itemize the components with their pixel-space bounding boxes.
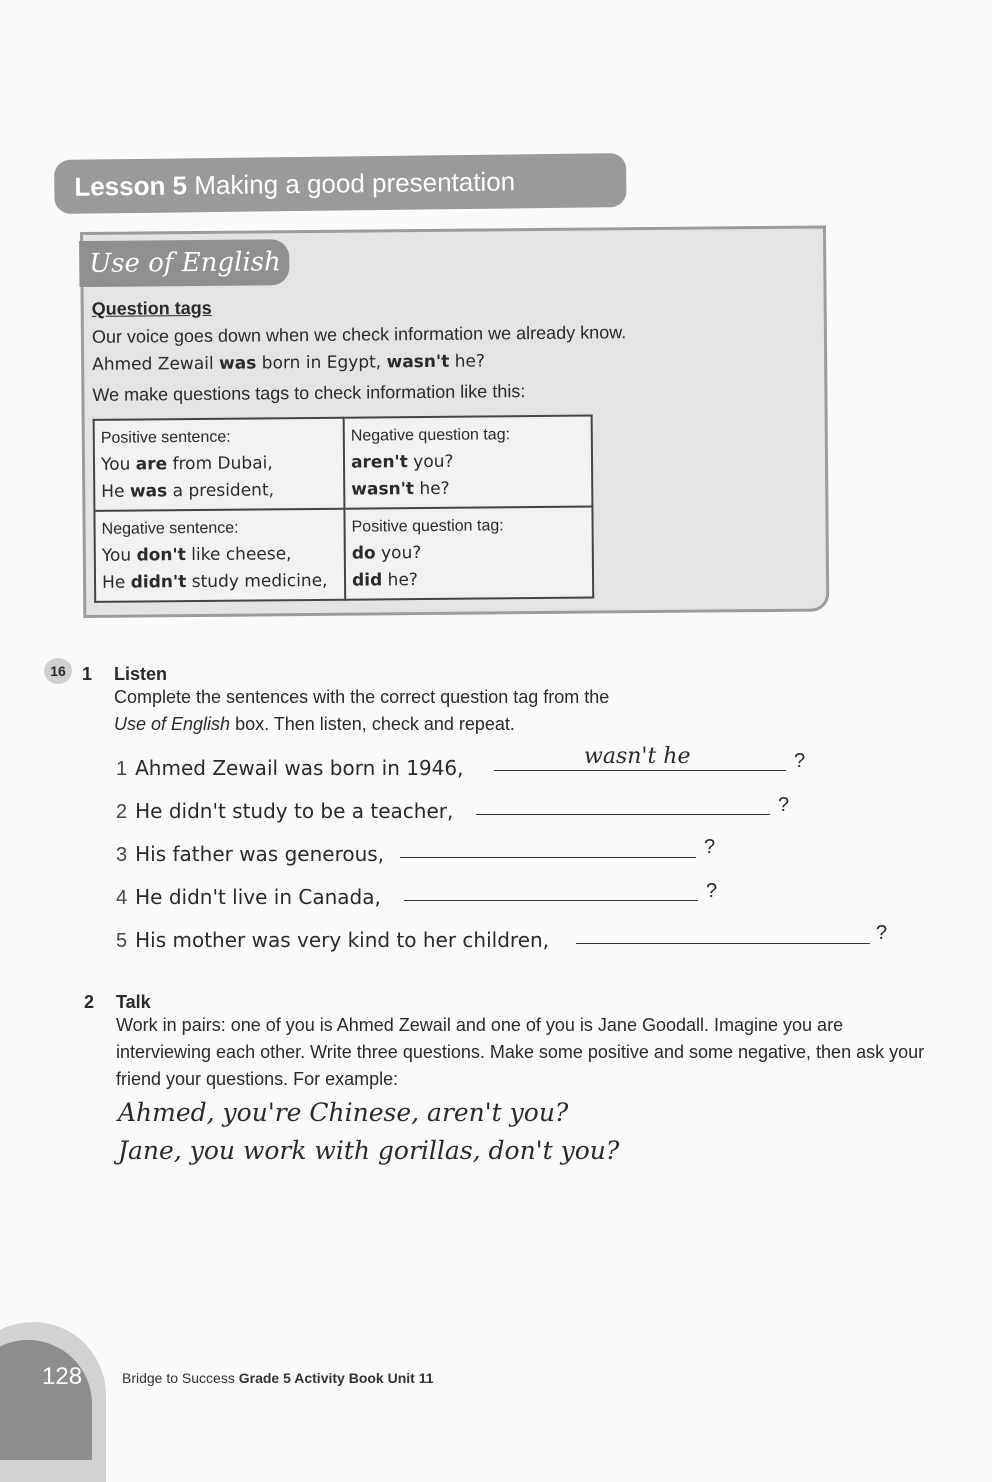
footer-series: Bridge to Success xyxy=(122,1370,239,1386)
item-number: 2 xyxy=(116,801,128,823)
text: You xyxy=(101,545,137,566)
item-text: He didn't study to be a teacher, xyxy=(135,799,454,823)
item-text: His mother was very kind to her children, xyxy=(135,928,550,952)
text: study medicine, xyxy=(186,570,328,593)
bold: aren't xyxy=(350,452,408,473)
item-number: 1 xyxy=(116,758,128,780)
filled-answer: wasn't he xyxy=(584,744,691,769)
text: he? xyxy=(382,570,418,591)
example-bold: wasn't xyxy=(386,351,450,373)
audio-track-badge[interactable]: 16 xyxy=(44,658,72,684)
text: a president, xyxy=(167,480,275,502)
explanation-line: We make questions tags to check information like this: xyxy=(92,381,526,405)
example-part: Ahmed Zewail xyxy=(92,353,220,375)
bold: didn't xyxy=(130,572,187,593)
cell-heading: Positive question tag: xyxy=(351,517,504,536)
item-text: Ahmed Zewail was born in 1946, xyxy=(135,756,464,780)
instr-text: box. Then listen, check and repeat. xyxy=(230,714,515,734)
question-tags-heading: Question tags xyxy=(91,297,212,319)
exercise-item-4 xyxy=(116,885,381,910)
item-number: 3 xyxy=(116,844,128,866)
item-number: 4 xyxy=(116,887,128,909)
cell-heading: Negative sentence: xyxy=(101,519,239,538)
instr-text: Complete the sentences with the correct question tag from the xyxy=(114,687,610,707)
question-mark: ? xyxy=(706,880,718,902)
positive-tag-cell xyxy=(344,507,593,600)
cell-line xyxy=(351,475,585,504)
exercise-item-5 xyxy=(116,928,549,953)
answer-blank-5[interactable] xyxy=(576,921,870,944)
example-part: born in Egypt, xyxy=(256,352,387,374)
exercise-heading: Talk xyxy=(116,992,151,1012)
answer-blank-2[interactable] xyxy=(476,792,770,815)
lesson-name: Making a good presentation xyxy=(194,166,516,201)
text: You xyxy=(100,454,136,475)
text: you? xyxy=(375,543,422,564)
bold: are xyxy=(135,454,168,475)
instr-italic: Use of English xyxy=(114,714,231,734)
example-sentence xyxy=(92,351,485,374)
answer-blank-4[interactable] xyxy=(404,878,698,901)
exercise-heading: Listen xyxy=(114,664,168,684)
text: you? xyxy=(407,451,454,473)
cell-line xyxy=(351,448,585,477)
item-text: He didn't live in Canada, xyxy=(135,885,381,909)
lesson-title xyxy=(74,166,515,202)
exercise-item-2 xyxy=(116,799,453,824)
positive-sentence-cell xyxy=(94,418,345,511)
use-of-english-box xyxy=(80,225,829,617)
bold: was xyxy=(129,481,168,502)
exercise-item-1 xyxy=(116,756,463,781)
negative-sentence-cell xyxy=(94,509,345,602)
explanation-line: Our voice goes down when we check information we already know. xyxy=(91,322,627,347)
answer-blank-3[interactable] xyxy=(400,835,696,858)
bold: don't xyxy=(136,545,186,566)
exercise-number: 1 xyxy=(82,664,93,684)
cell-heading: Positive sentence: xyxy=(100,428,231,447)
exercise-instructions xyxy=(114,684,754,738)
cell-line xyxy=(102,568,338,597)
exercise-number: 2 xyxy=(84,992,95,1012)
question-mark: ? xyxy=(876,922,888,944)
use-of-english-tab: Use of English xyxy=(79,239,289,287)
bold: wasn't xyxy=(351,479,415,500)
question-mark: ? xyxy=(778,794,790,816)
lesson-number: Lesson 5 xyxy=(74,170,188,202)
text: He xyxy=(101,481,131,502)
lesson-banner xyxy=(54,153,627,214)
text: he? xyxy=(413,478,450,500)
bold: did xyxy=(351,570,383,591)
cell-line xyxy=(101,477,337,506)
example-part: he? xyxy=(449,351,486,372)
item-number: 5 xyxy=(116,930,128,952)
negative-tag-cell xyxy=(344,416,593,509)
page-number: 128 xyxy=(42,1363,83,1390)
exercise-item-3 xyxy=(116,842,384,867)
item-text: His father was generous, xyxy=(135,842,385,866)
text: from Dubai, xyxy=(167,453,273,475)
footer-book: Grade 5 Activity Book Unit 11 xyxy=(238,1370,434,1386)
cell-line xyxy=(101,450,337,479)
cell-heading: Negative question tag: xyxy=(350,426,511,445)
bold: do xyxy=(351,543,376,564)
question-mark: ? xyxy=(794,750,806,772)
footer-title xyxy=(122,1370,434,1386)
cell-line xyxy=(352,539,586,568)
question-mark: ? xyxy=(704,836,716,858)
cell-line xyxy=(102,541,338,570)
example-bold: was xyxy=(218,353,257,374)
exercise-instructions: Work in pairs: one of you is Ahmed Zewail and one of you is Jane Goodall. Imagine you are interviewing each other. Write three questions. Make some positive and some negative, then ask your friend your questions. For example: xyxy=(116,1015,925,1089)
example-question-1: Ahmed, you're Chinese, aren't you? xyxy=(118,1098,569,1127)
text: He xyxy=(101,572,131,593)
question-tags-table xyxy=(93,415,595,603)
text: like cheese, xyxy=(185,544,292,566)
cell-line xyxy=(352,566,586,595)
example-question-2: Jane, you work with gorillas, don't you? xyxy=(118,1136,620,1165)
